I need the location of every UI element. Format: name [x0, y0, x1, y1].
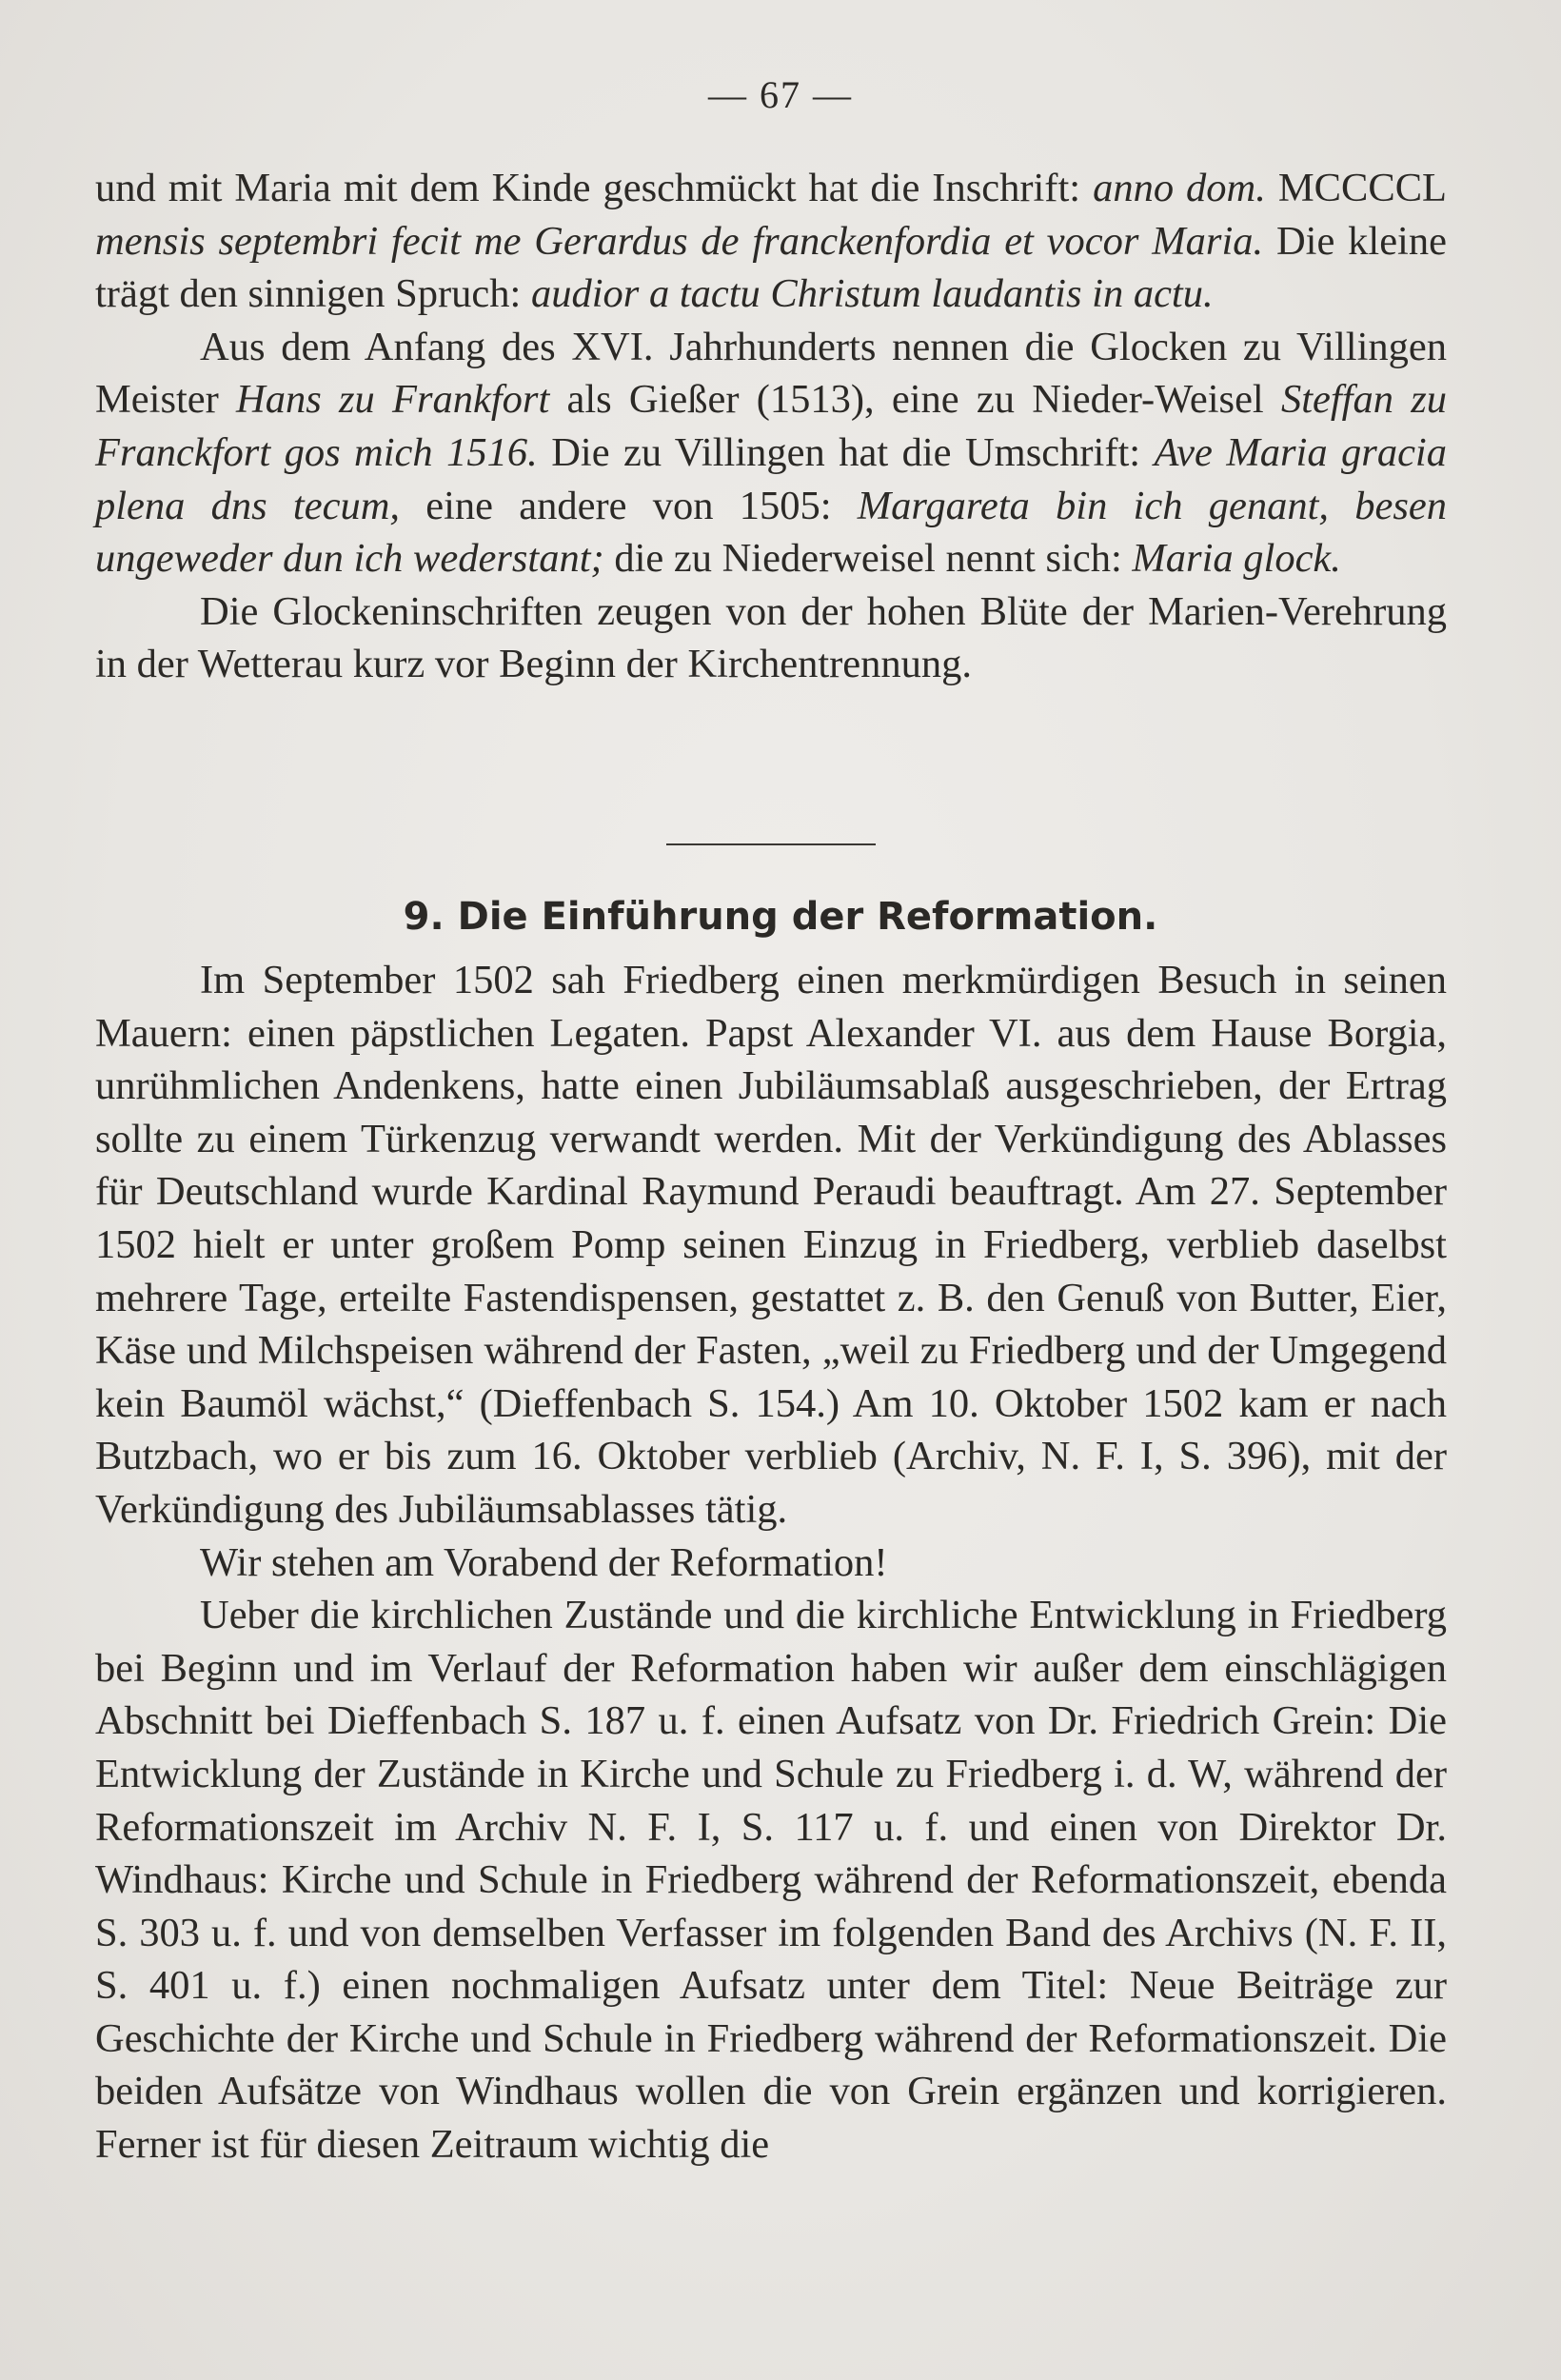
section-divider [666, 843, 876, 845]
text-run: als Gießer (1513), eine zu Nieder-Weisel [549, 377, 1281, 423]
italic-text-run: mensis septembri fecit me Gerardus de franckenfordia et vocor Maria. [95, 218, 1264, 264]
section-heading: 9. Die Einführung der Reformation. [403, 895, 1158, 939]
text-run: Die Glockeninschriften zeugen von der hohen Blüte der Marien-Verehrung in der Wetterau kurz vor Beginn der Kirchentrennung. [95, 588, 1447, 687]
paragraph [95, 162, 1447, 321]
italic-text-run: Ave Maria gracia plena dns tecum, [95, 429, 1447, 528]
text-run: die zu Niederweisel nennt sich: [603, 536, 1133, 582]
section-bell-inscriptions [95, 162, 1447, 691]
text-run: Die zu Villingen hat die Umschrift: [537, 429, 1155, 475]
text-run: Ueber die kirchlichen Zustände und die kirchliche Entwicklung in Friedberg bei Beginn und im Verlauf der Reformation haben wir außer dem einschlägigen Abschnitt bei Dieffenbach S. 187 u. f. einen Aufsatz von Dr. Friedrich Grein: Die Entwicklung der Zustände in Kirche und Schule zu Friedberg i. d. W, während der Reformationszeit im Archiv N. F. I, S. 117 u. f. und einen von Direktor Dr. Windhaus: Kirche und Schule in Friedberg während der Reformationszeit, ebenda S. 303 u. f. und von demselben Verfasser im folgenden Band des Archivs (N. F. II, S. 401 u. f.) einen nochmaligen Aufsatz unter dem Titel: Neue Beiträge zur Geschichte der Kirche und Schule in Friedberg während der Reformationszeit. Die beiden Aufsätze von Windhaus wollen die von Grein ergänzen und korrigieren. Ferner ist für diesen Zeitraum wichtig die [95, 1593, 1447, 2168]
italic-text-run: Steffan zu Franckfort gos mich 1516. [95, 377, 1447, 475]
text-run: Aus dem Anfang des XVI. Jahrhunderts nennen die Glocken zu Villingen Meister [95, 324, 1447, 423]
text-run: Im September 1502 sah Friedberg einen merkmürdigen Besuch in seinen Mauern: einen päpstlichen Legaten. Papst Alexander VI. aus dem Hause Borgia, unrühmlichen Andenkens, hatte einen Jubiläumsablaß ausgeschrieben, der Ertrag sollte zu einem Türkenzug verwandt werden. Mit der Verkündigung des Ablasses für Deutschland wurde Kardinal Raymund Peraudi beauftragt. Am 27. September 1502 hielt er unter großem Pomp seinen Einzug in Friedberg, verblieb daselbst mehrere Tage, erteilte Fastendispensen, gestattet z. B. den Genuß von Butter, Eier, Käse und Milchspeisen während der Fasten, „weil zu Friedberg und der Umgegend kein Baumöl wächst,“ (Dieffenbach S. 154.) Am 10. Oktober 1502 kam er nach Butzbach, wo er bis zum 16. Oktober verblieb (Archiv, N. F. I, S. 396), mit der Verkündigung des Jubiläumsablasses tätig. [95, 958, 1447, 1532]
paragraph [95, 1589, 1447, 2172]
text-run: Die kleine trägt den sinnigen Spruch: [95, 218, 1447, 317]
italic-text-run: anno dom. [1093, 166, 1266, 210]
text-run: Wir stehen am Vorabend der Reformation! [200, 1539, 888, 1585]
text-run: eine andere von 1505: [400, 483, 858, 528]
paragraph [95, 954, 1447, 1537]
paragraph [95, 585, 1447, 691]
text-run: und mit Maria mit dem Kinde geschmückt hat die Inschrift: [95, 166, 1094, 210]
italic-text-run: audior a tactu Christum laudantis in actu. [530, 271, 1214, 317]
italic-text-run: Margareta bin ich genant, besen ungeweder dun ich wederstant; [95, 483, 1447, 582]
page-number: — 67 — [708, 73, 853, 116]
text-run: MCCCCL [1265, 166, 1448, 210]
italic-text-run: Hans zu Frankfort [236, 377, 550, 423]
section-reformation [95, 954, 1447, 2172]
paragraph [95, 1537, 1447, 1590]
italic-text-run: Maria glock. [1132, 536, 1341, 582]
paragraph [95, 321, 1447, 585]
